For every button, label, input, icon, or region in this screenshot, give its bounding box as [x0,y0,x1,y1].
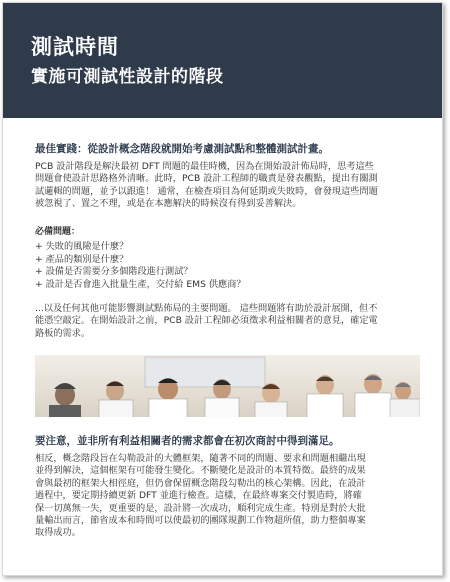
list-item: + 失敗的風險是什麼？ [35,241,129,252]
section1-paragraph [35,161,425,211]
list-item: + 設備是否需要分多個階段進行測試？ [35,266,193,277]
paragraph-line: 保一切萬無一失，更重要的是，設計將一次成功，順利完成生產。特別是對於大批 [35,502,366,514]
paragraph-line: 並得到解決，這個框架有可能發生變化。不斷變化是設計的本質特徵。最終的成果 [35,465,366,477]
section2-heading: 要注意，並非所有利益相關者的需求都會在初次商討中得到滿足。 [35,435,340,447]
page-title: 測試時間 [31,35,119,59]
paragraph-line: 相反，概念階段旨在勾勒設計的大體框架，隨著不同的問題、要求和問題相繼出現 [35,453,366,464]
team-photo-illustration [35,355,420,417]
team-photo [35,355,420,417]
list-item: + 產品的類別是什麼？ [35,253,129,265]
paragraph-line: PCB 設計階段是解決最初 DFT 問題的最佳時機，因為在開始設計佈局時，思考這些 [35,161,374,172]
paragraph-line: 會與最初的框架大相徑庭，但仍會保留概念階段勾勒出的核心架構。因此，在設計 [35,477,366,489]
paragraph-line: 路板的需求。 [35,327,91,339]
paragraph-line: 量輸出而言，節省成本和時間可以使最初的團隊規劃工作物超所值，助力整個專案 [35,515,366,527]
section2-paragraph [35,453,425,540]
list-item: + 設計是否會進入批量生產，交付給 EMS 供應商？ [35,278,246,290]
header-banner [3,3,443,118]
paragraph-line: 試邏輯的問題，並予以跟進！ 通常，在檢查項目為何延期或失敗時，會發現這些問題 [35,185,378,197]
paragraph-line: 問題會使設計思路格外清晰。此時，PCB 設計工程師的職責是發表觀點，提出有關測 [35,173,378,185]
paragraph-line: 取得成功。 [35,527,81,539]
paragraph-line: 能憑空敲定。在開始設計之前，PCB 設計工程師必須徵求利益相關者的意見，確定電 [35,315,378,327]
paragraph-line: 被忽視了、置之不理，或是在本應解決的時候沒有得到妥善解決。 [35,198,302,210]
questions-label: 必備問題： [35,227,81,237]
page-subtitle: 實施可測試性設計的階段 [31,67,224,87]
document-page [2,2,443,576]
section1-paragraph-2 [35,303,425,340]
section1-heading: 最佳實踐：從設計概念階段就開始考慮測試點和整體測試計畫。 [35,143,329,155]
questions-list [35,241,246,291]
paragraph-line: 過程中，要定期持續更新 DFT 並進行檢查。這樣，在最終專案交付製造時，將確 [35,490,362,502]
paragraph-line: ...以及任何其他可能影響測試點佈局的主要問題。 這些問題將有助於設計展開，但不 [35,303,378,314]
